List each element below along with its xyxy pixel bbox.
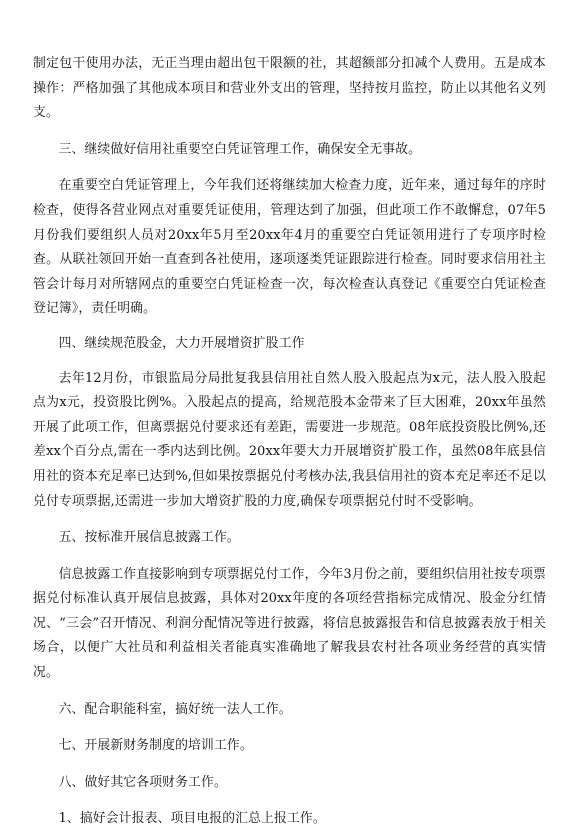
section-heading-6: 六、配合职能科室，搞好统一法人工作。	[58, 701, 292, 717]
paragraph-cost-control: 制定包干使用办法，无正当理由超出包干限额的社，其超额部分扣减个人费用。五是成本操作：严格加强了其他成本项目和营业外支出的管理，坚持按月监控，防止以其他名义列支。	[33, 56, 546, 121]
document-body	[33, 52, 546, 832]
subsection-heading-1: 1、搞好会计报表、项目电报的汇总上报工作。	[58, 811, 326, 827]
paragraph-share-capital: 去年12月份，市银监局分局批复我县信用社自然人股入股起点为x元，法人股入股起点为x元，投资股比例%。入股起点的提高，给规范股本金带来了巨大困难，20xx年虽然开展了此项工作，但离票据兑付要求还有差距，需要进一步规范。08年底投资股比例%,还差xx个百分点,需在一季内达到比例。20xx年要大力开展增资扩股工作，虽然08年底县信用社的资本充足率已达到%,但如果按票据兑付考核办法,我县信用社的资本充足率还不足以兑付专项票据,还需进一步加大增资扩股的力度,确保专项票据兑付时不受影响。	[33, 370, 546, 509]
section-heading-3: 三、继续做好信用社重要空白凭证管理工作，确保安全无事故。	[58, 141, 422, 157]
paragraph-information-disclosure: 信息披露工作直接影响到专项票据兑付工作，今年3月份之前，要组织信用社按专项票据兑付标准认真开展信息披露，具体对20xx年度的各项经营指标完成情况、股金分红情况、“三会”召开情况、利润分配情况等进行披露，将信息披露报告和信息披露表放于相关场合，以便广大社员和利益相关者能真实准确地了解我县农村社各项业务经营的真实情况。	[33, 566, 546, 681]
section-heading-4: 四、继续规范股金，大力开展增资扩股工作	[58, 335, 305, 351]
section-heading-7: 七、开展新财务制度的培训工作。	[58, 738, 253, 754]
section-heading-8: 八、做好其它各项财务工作。	[58, 774, 227, 790]
paragraph-voucher-management: 在重要空白凭证管理上，今年我们还将继续加大检查力度，近年来，通过每年的序时检查，使得各营业网点对重要凭证使用，管理达到了加强，但此项工作不敢懈怠，07年5月份我们要组织人员对20xx年5月至20xx年4月的重要空白凭证领用进行了专项序时检查。从联社领回开始一直查到各社使用，逐项逐类凭证跟踪进行检查。同时要求信用社主管会计每月对所辖网点的重要空白凭证检查一次，每次检查认真登记《重要空白凭证检查登记簿》，责任明确。	[33, 178, 546, 317]
section-heading-5: 五、按标准开展信息披露工作。	[58, 530, 240, 546]
